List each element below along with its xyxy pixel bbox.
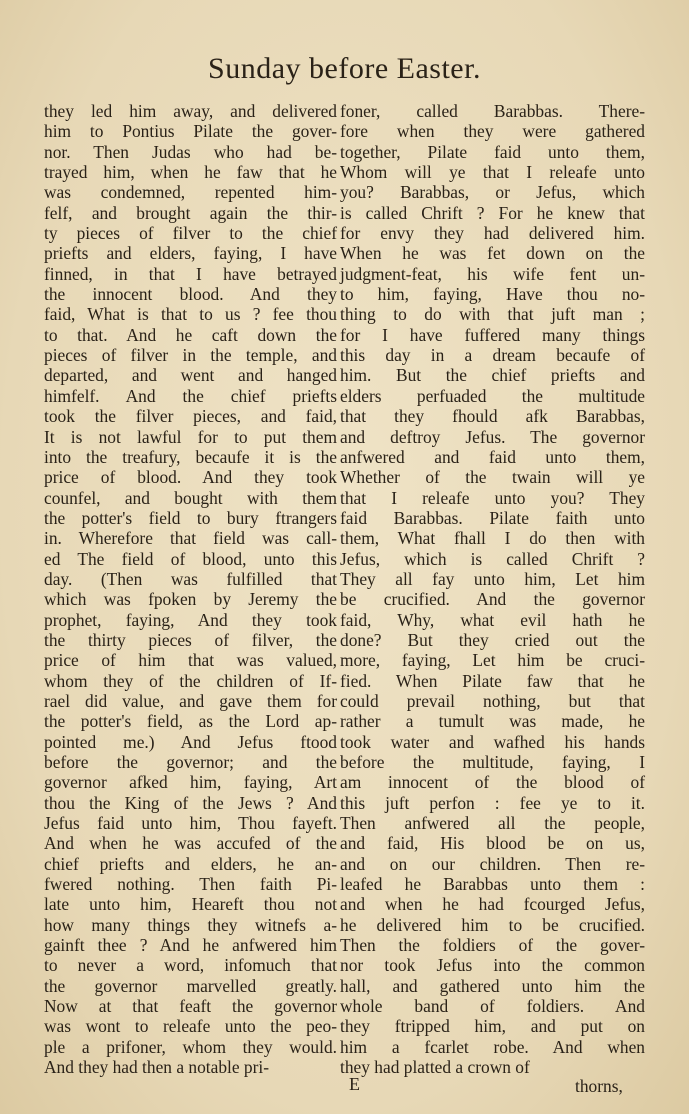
left-column xyxy=(44,101,337,1078)
text-line: price of him that was valued, xyxy=(44,650,337,671)
text-line: rael did value, and gave them for xyxy=(44,690,337,711)
text-line: faid, What is that to us ? fee thou xyxy=(44,304,337,325)
text-line: day. (Then was fulfilled that xyxy=(44,568,337,589)
text-line: could prevail nothing, but that xyxy=(340,690,645,711)
text-line: When he was fet down on the xyxy=(340,243,645,264)
text-line: him a fcarlet robe. And when xyxy=(340,1036,645,1057)
text-line: late unto him, Heareft thou not xyxy=(44,894,337,915)
text-line: foner, called Barabbas. There- xyxy=(340,101,645,121)
text-line: fwered nothing. Then faith Pi- xyxy=(44,874,337,895)
text-line: before the governor; and the xyxy=(44,752,337,772)
catchword: thorns, xyxy=(575,1076,623,1096)
text-line: elders perfuaded the multitude xyxy=(340,385,645,406)
text-line: this juft perfon : fee ye to it. xyxy=(340,792,645,813)
text-line: They all fay unto him, Let him xyxy=(340,568,645,589)
text-line: to that. And he caft down the xyxy=(44,324,337,345)
text-line: done? But they cried out the xyxy=(340,629,645,650)
text-line: took water and wafhed his hands xyxy=(340,731,645,752)
text-line: anfwered and faid unto them, xyxy=(340,446,645,467)
text-line: more, faying, Let him be cruci- xyxy=(340,650,645,671)
text-line: that I releafe unto you? They xyxy=(340,487,645,508)
text-line: governor afked him, faying, Art xyxy=(44,772,337,793)
text-line: prophet, faying, And they took xyxy=(44,609,337,630)
text-line: for envy they had delivered him. xyxy=(340,223,645,244)
text-line: the potter's field to bury ftrangers xyxy=(44,507,337,528)
text-line: they had platted a crown of xyxy=(340,1057,530,1078)
text-line: him. But the chief priefts and xyxy=(340,365,645,386)
text-line: faid, Why, what evil hath he xyxy=(340,609,645,630)
text-line: together, Pilate faid unto them, xyxy=(340,141,645,162)
text-line: gainft thee ? And he anfwered him xyxy=(44,935,337,956)
text-line: the governor marvelled greatly. xyxy=(44,975,337,996)
text-line: faid Barabbas. Pilate faith unto xyxy=(340,507,645,528)
text-line: price of blood. And they took xyxy=(44,467,337,488)
text-line: the innocent blood. And they xyxy=(44,284,337,305)
text-line: is called Chrift ? For he knew that xyxy=(340,202,645,223)
text-line: whole band of foldiers. And xyxy=(340,996,645,1017)
text-line: And when he was accufed of the xyxy=(44,833,337,854)
text-line: to him, faying, Have thou no- xyxy=(340,284,645,305)
text-line: this day in a dream becaufe of xyxy=(340,345,645,366)
text-line: felf, and brought again the thir- xyxy=(44,202,337,223)
text-line: am innocent of the blood of xyxy=(340,772,645,793)
text-line: which was fpoken by Jeremy the xyxy=(44,589,337,610)
text-line: nor. Then Judas who had be- xyxy=(44,141,337,162)
text-line: ple a prifoner, whom they would. xyxy=(44,1036,337,1057)
text-line: ty pieces of filver to the chief xyxy=(44,223,337,244)
text-line: took the filver pieces, and faid, xyxy=(44,406,337,427)
text-line: to never a word, infomuch that xyxy=(44,955,337,976)
text-line: Whether of the twain will ye xyxy=(340,467,645,488)
text-line: counfel, and bought with them xyxy=(44,487,337,508)
text-line: Now at that feaft the governor xyxy=(44,996,337,1017)
text-line: priefts and elders, faying, I have xyxy=(44,243,337,264)
text-line: before the multitude, faying, I xyxy=(340,752,645,772)
text-line: for I have fuffered many things xyxy=(340,324,645,345)
text-line: that they fhould afk Barabbas, xyxy=(340,406,645,427)
running-header: Sunday before Easter. xyxy=(208,52,481,85)
text-line: whom they of the children of If- xyxy=(44,670,337,691)
text-line: fied. When Pilate faw that he xyxy=(340,670,645,691)
text-line: the potter's field, as the Lord ap- xyxy=(44,711,337,732)
text-line: how many things they witnefs a- xyxy=(44,914,337,935)
text-line: and on our children. Then re- xyxy=(340,853,645,874)
text-line: fore when they were gathered xyxy=(340,121,645,142)
text-line: them, What fhall I do then with xyxy=(340,528,645,549)
text-line: Then anfwered all the people, xyxy=(340,813,645,834)
text-line: And they had then a notable pri- xyxy=(44,1057,270,1078)
text-line: leafed he Barabbas unto them : xyxy=(340,874,645,895)
text-line: you? Barabbas, or Jefus, which xyxy=(340,182,645,203)
text-line: thou the King of the Jews ? And xyxy=(44,792,337,813)
text-line: pieces of filver in the temple, and xyxy=(44,345,337,366)
text-line: It is not lawful for to put them xyxy=(44,426,337,447)
text-line: they led him away, and delivered xyxy=(44,101,337,121)
text-line: thing to do with that juft man ; xyxy=(340,304,645,325)
signature-mark: E xyxy=(349,1074,360,1094)
text-line: Jefus faid unto him, Thou fayeft. xyxy=(44,813,337,834)
text-line: be crucified. And the governor xyxy=(340,589,645,610)
text-line: rather a tumult was made, he xyxy=(340,711,645,732)
text-line: was wont to releafe unto the peo- xyxy=(44,1016,337,1037)
text-line: he delivered him to be crucified. xyxy=(340,914,645,935)
text-line: and deftroy Jefus. The governor xyxy=(340,426,645,447)
text-line: in. Wherefore that field was call- xyxy=(44,528,337,549)
text-line: into the treafury, becaufe it is the xyxy=(44,446,337,467)
text-line: chief priefts and elders, he an- xyxy=(44,853,337,874)
text-line: departed, and went and hanged xyxy=(44,365,337,386)
text-line: Then the foldiers of the gover- xyxy=(340,935,645,956)
text-line: the thirty pieces of filver, the xyxy=(44,629,337,650)
text-line: and faid, His blood be on us, xyxy=(340,833,645,854)
text-line: nor took Jefus into the common xyxy=(340,955,645,976)
text-line: Jefus, which is called Chrift ? xyxy=(340,548,645,569)
text-line: judgment-feat, his wife fent un- xyxy=(340,263,645,284)
text-line: him to Pontius Pilate the gover- xyxy=(44,121,337,142)
text-line: himfelf. And the chief priefts xyxy=(44,385,337,406)
text-line: was condemned, repented him- xyxy=(44,182,337,203)
text-line: trayed him, when he faw that he xyxy=(44,162,337,183)
right-column xyxy=(340,101,645,1078)
text-line: hall, and gathered unto him the xyxy=(340,975,645,996)
text-line: finned, in that I have betrayed xyxy=(44,263,337,284)
text-line: ed The field of blood, unto this xyxy=(44,548,337,569)
text-line: Whom will ye that I releafe unto xyxy=(340,162,645,183)
text-line: and when he had fcourged Jefus, xyxy=(340,894,645,915)
text-line: they ftripped him, and put on xyxy=(340,1016,645,1037)
text-line: pointed me.) And Jefus ftood xyxy=(44,731,337,752)
